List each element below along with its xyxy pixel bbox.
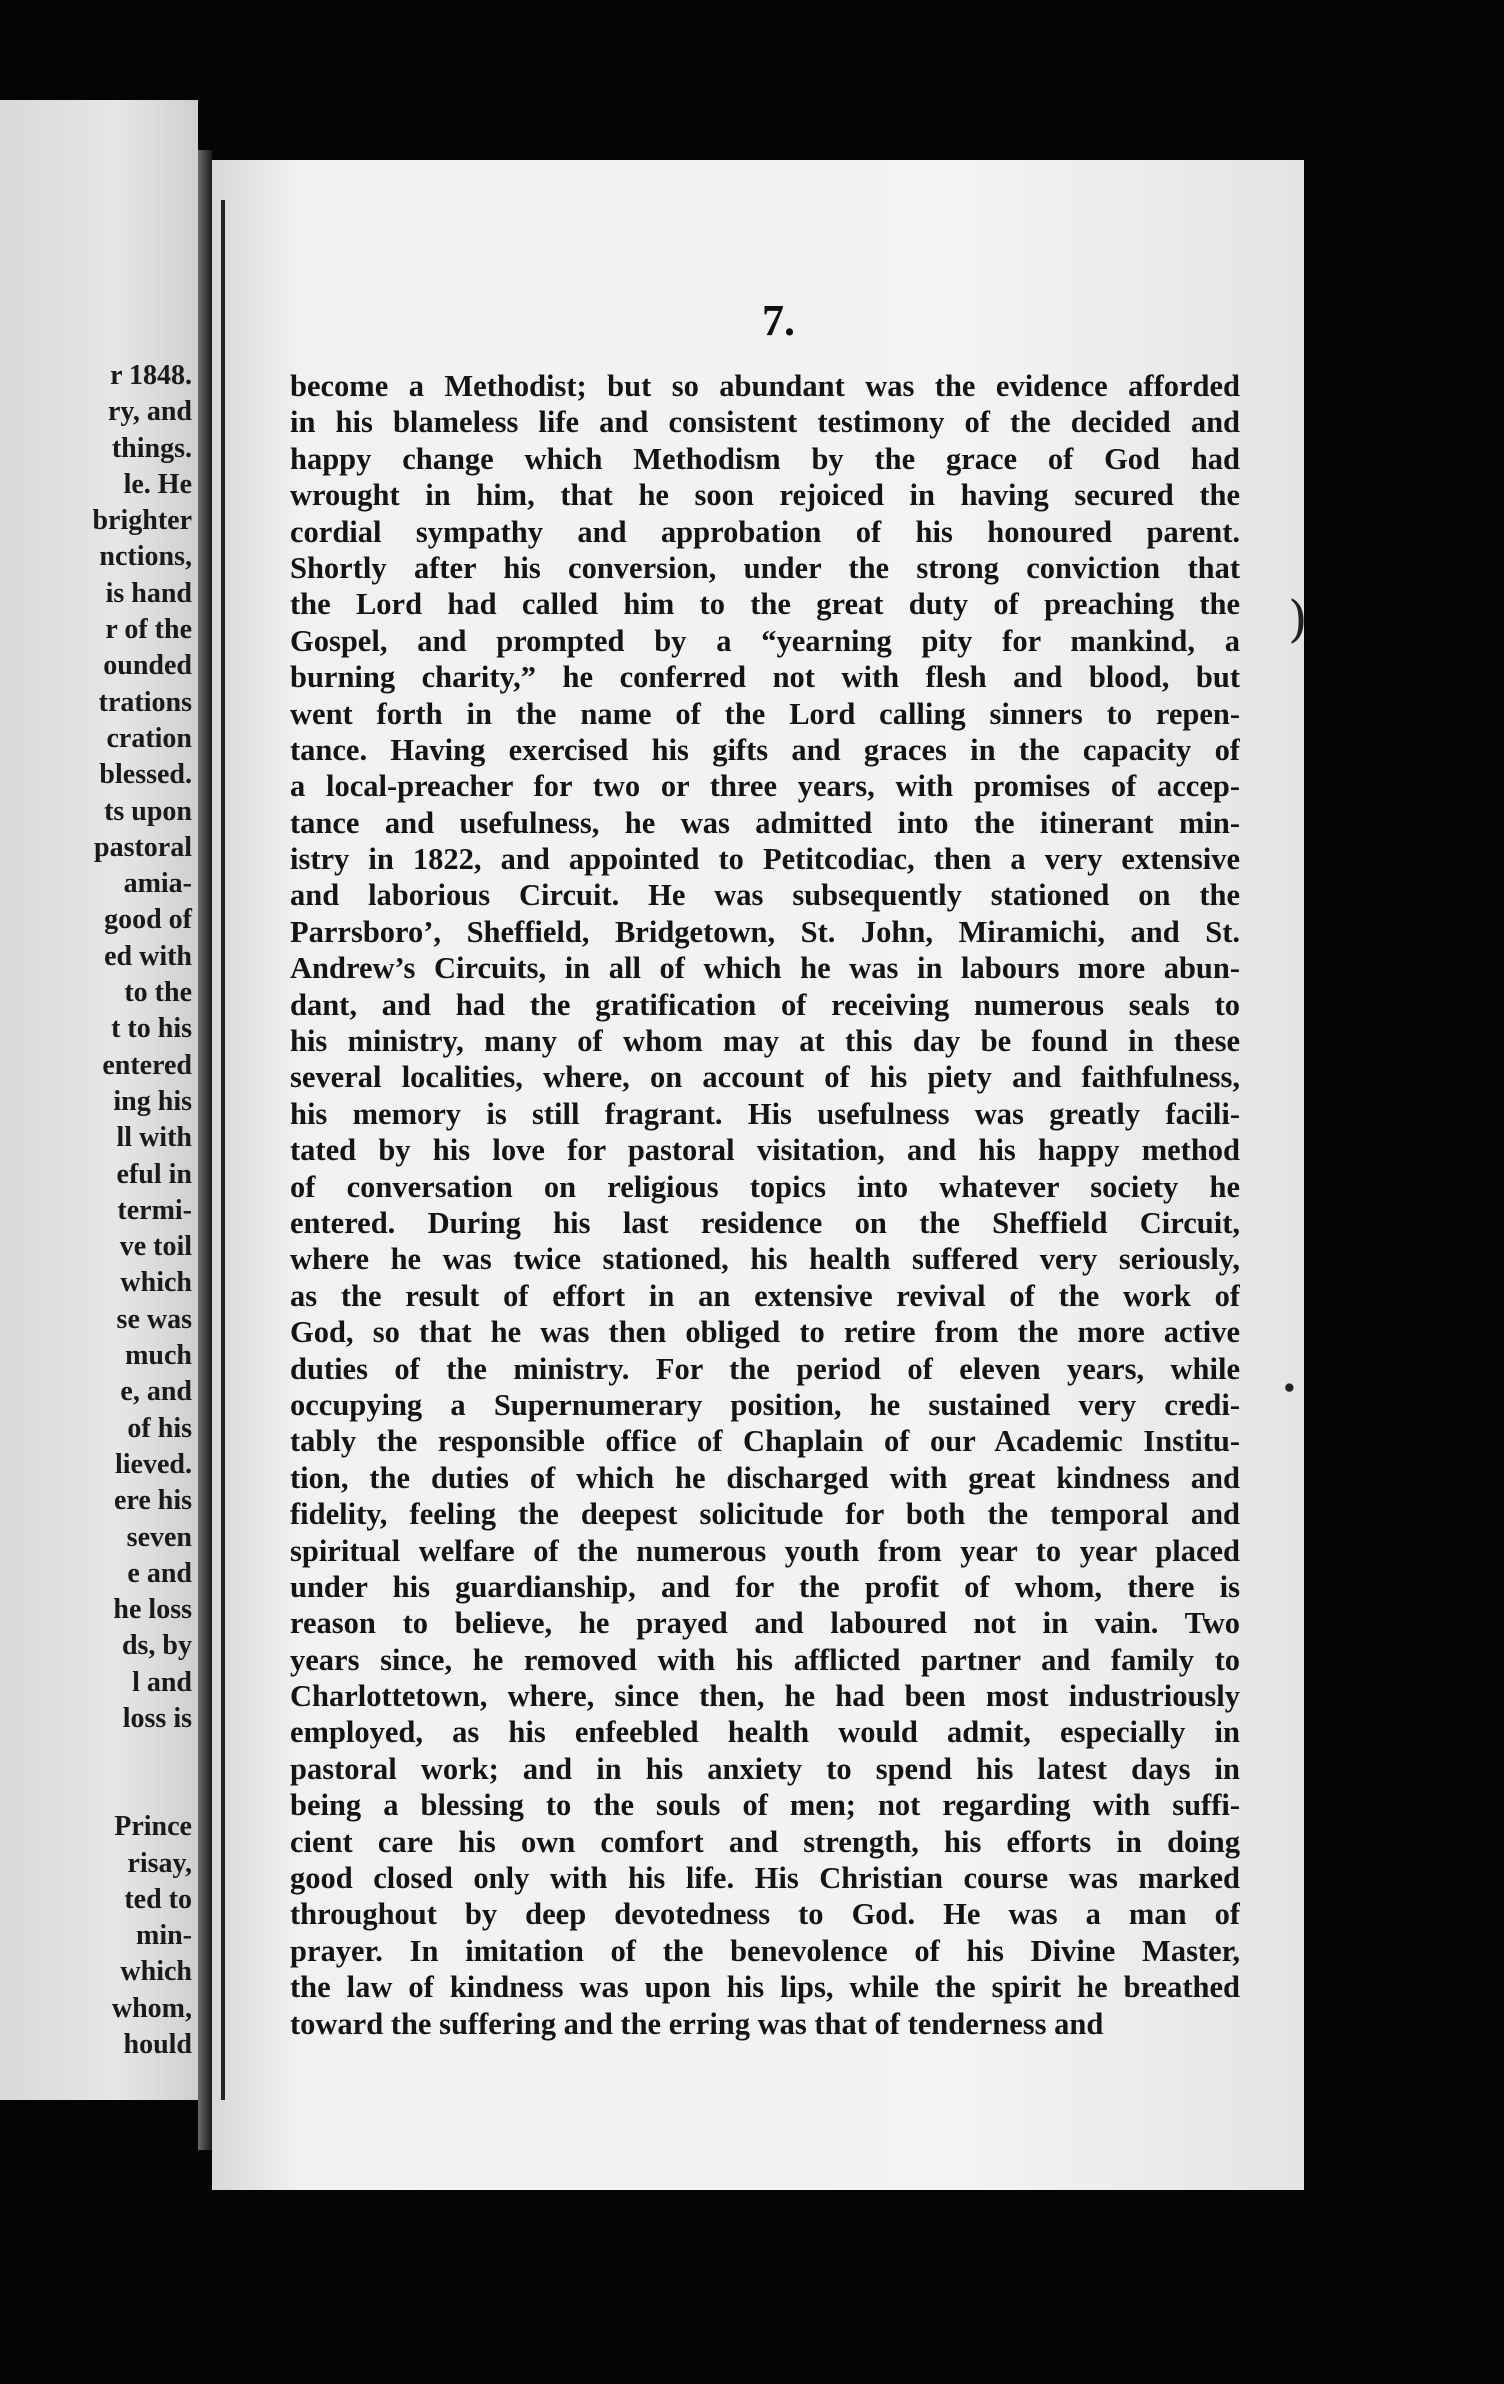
text-line: Parrsboro’, Sheffield, Bridgetown, St. John, Miramichi, and St. bbox=[290, 914, 1240, 949]
left-page-text bbox=[92, 358, 192, 2063]
left-page-line: ere his bbox=[113, 1485, 192, 1517]
left-page-line: t to his bbox=[111, 1013, 192, 1045]
page-margin-rule bbox=[221, 200, 225, 2100]
left-page-line: hould bbox=[123, 2029, 192, 2061]
right-page bbox=[212, 160, 1304, 2190]
text-line: Gospel, and prompted by a “yearning pity for mankind, a bbox=[290, 623, 1240, 658]
text-line: prayer. In imitation of the benevolence of his Divine Master, bbox=[290, 1933, 1240, 1968]
text-line: duties of the ministry. For the period of eleven years, while bbox=[290, 1351, 1240, 1386]
left-page-line: things. bbox=[111, 432, 192, 464]
text-line: occupying a Supernumerary position, he sustained very credi- bbox=[290, 1387, 1240, 1422]
left-page-line: blessed. bbox=[99, 759, 192, 791]
page-number: 7. bbox=[762, 296, 795, 345]
left-page-line: termi- bbox=[117, 1194, 192, 1226]
text-line: cordial sympathy and approbation of his honoured parent. bbox=[290, 514, 1240, 549]
text-line: Charlottetown, where, since then, he had been most industriously bbox=[290, 1679, 1240, 1714]
text-line: his memory is still fragrant. His usefulness was greatly facili- bbox=[290, 1096, 1240, 1131]
text-line: went forth in the name of the Lord calling sinners to repen- bbox=[290, 696, 1240, 731]
text-line: tance. Having exercised his gifts and graces in the capacity of bbox=[290, 732, 1240, 767]
text-line: tance and usefulness, he was admitted into the itinerant min- bbox=[290, 805, 1240, 840]
text-line: entered. During his last residence on the Sheffield Circuit, bbox=[290, 1205, 1240, 1240]
left-page-line: l and bbox=[132, 1666, 192, 1698]
text-line: toward the suffering and the erring was that of tenderness and bbox=[290, 2006, 1104, 2041]
book-gutter bbox=[198, 150, 212, 2150]
left-page-line: ds, by bbox=[121, 1630, 192, 1662]
left-page-line: loss is bbox=[122, 1702, 192, 1734]
text-line: throughout by deep devotedness to God. He was a man of bbox=[290, 1897, 1240, 1932]
left-page-line: ted to bbox=[124, 1883, 192, 1915]
text-line: as the result of effort in an extensive revival of the work of bbox=[290, 1278, 1240, 1313]
text-line: the law of kindness was upon his lips, while the spirit he breathed bbox=[290, 1970, 1240, 2005]
left-page-line: ll with bbox=[116, 1122, 192, 1154]
left-page-line: nctions, bbox=[99, 541, 192, 573]
text-line: reason to believe, he prayed and laboured not in vain. Two bbox=[290, 1606, 1240, 1641]
text-line: in his blameless life and consistent testimony of the decided and bbox=[290, 405, 1240, 440]
text-line: under his guardianship, and for the profit of whom, there is bbox=[290, 1569, 1240, 1604]
left-page-line: seven bbox=[126, 1521, 192, 1553]
left-page-line: ts upon bbox=[104, 795, 192, 827]
left-page-line: e and bbox=[127, 1557, 192, 1589]
text-line: Andrew’s Circuits, in all of which he was in labours more abun- bbox=[290, 951, 1240, 986]
left-page-line: ing his bbox=[113, 1085, 192, 1117]
left-page-line: whom, bbox=[111, 1992, 192, 2024]
text-line: where he was twice stationed, his health suffered very seriously, bbox=[290, 1242, 1240, 1277]
margin-pencil-mark: ∙ bbox=[1282, 1370, 1297, 1405]
text-line: a local-preacher for two or three years, with promises of accep- bbox=[290, 769, 1240, 804]
left-page-line: ed with bbox=[104, 940, 192, 972]
text-line: good closed only with his life. His Christian course was marked bbox=[290, 1861, 1240, 1896]
text-line: tated by his love for pastoral visitation, and his happy method bbox=[290, 1133, 1240, 1168]
text-line: spiritual welfare of the numerous youth from year to year placed bbox=[290, 1533, 1240, 1568]
left-page-line: is hand bbox=[105, 577, 192, 609]
text-line: become a Methodist; but so abundant was the evidence afforded bbox=[290, 369, 1240, 403]
text-line: happy change which Methodism by the grace of God had bbox=[290, 441, 1240, 476]
left-page-line: which bbox=[120, 1267, 192, 1299]
left-page-line: ry, and bbox=[107, 396, 192, 428]
left-page-line: Prince bbox=[114, 1811, 192, 1843]
text-line: of conversation on religious topics into whatever society he bbox=[290, 1169, 1240, 1204]
text-line: dant, and had the gratification of receiving numerous seals to bbox=[290, 987, 1240, 1022]
text-line: being a blessing to the souls of men; not regarding with suffi- bbox=[290, 1788, 1240, 1823]
left-page-line: lieved. bbox=[115, 1448, 192, 1480]
text-line: God, so that he was then obliged to retire from the more active bbox=[290, 1315, 1240, 1350]
text-line: his ministry, many of whom may at this day be found in these bbox=[290, 1024, 1240, 1059]
left-page-line: risay, bbox=[127, 1847, 192, 1879]
text-line: cient care his own comfort and strength, his efforts in doing bbox=[290, 1824, 1240, 1859]
text-line: employed, as his enfeebled health would admit, especially in bbox=[290, 1715, 1240, 1750]
left-page-line: much bbox=[125, 1340, 192, 1372]
text-line: istry in 1822, and appointed to Petitcodiac, then a very extensive bbox=[290, 842, 1240, 877]
left-page-line: of his bbox=[127, 1412, 192, 1444]
left-page-line: e, and bbox=[120, 1376, 192, 1408]
left-page-line: trations bbox=[98, 686, 192, 718]
left-page-line: se was bbox=[116, 1303, 192, 1335]
text-line: wrought in him, that he soon rejoiced in having secured the bbox=[290, 478, 1240, 513]
left-page bbox=[0, 100, 198, 2100]
text-line: and laborious Circuit. He was subsequently stationed on the bbox=[290, 878, 1240, 913]
left-page-line: brighter bbox=[92, 505, 192, 537]
left-page-line: he loss bbox=[113, 1594, 192, 1626]
body-text bbox=[290, 368, 1240, 2042]
left-page-line: ve toil bbox=[119, 1231, 192, 1263]
left-page-line: r of the bbox=[105, 614, 192, 646]
left-page-line bbox=[92, 1737, 192, 1809]
left-page-line: amia- bbox=[123, 868, 192, 900]
left-page-line: r 1848. bbox=[110, 360, 192, 391]
text-line: tably the responsible office of Chaplain of our Academic Institu- bbox=[290, 1424, 1240, 1459]
left-page-line: eful in bbox=[116, 1158, 192, 1190]
text-line: several localities, where, on account of his piety and faithfulness, bbox=[290, 1060, 1240, 1095]
text-line: fidelity, feeling the deepest solicitude for both the temporal and bbox=[290, 1497, 1240, 1532]
left-page-line: min- bbox=[136, 1920, 192, 1952]
left-page-line: le. He bbox=[123, 468, 192, 500]
text-line: Shortly after his conversion, under the strong conviction that bbox=[290, 550, 1240, 585]
text-line: the Lord had called him to the great duty of preaching the bbox=[290, 587, 1240, 622]
left-page-line: pastoral bbox=[94, 831, 192, 863]
left-page-line: cration bbox=[106, 722, 192, 754]
text-line: tion, the duties of which he discharged with great kindness and bbox=[290, 1460, 1240, 1495]
left-page-line: good of bbox=[104, 904, 192, 936]
margin-bracket-mark: ) bbox=[1288, 590, 1308, 648]
text-line: years since, he removed with his afflicted partner and family to bbox=[290, 1642, 1240, 1677]
left-page-line: entered bbox=[102, 1049, 192, 1081]
text-line: pastoral work; and in his anxiety to spend his latest days in bbox=[290, 1751, 1240, 1786]
left-page-line: to the bbox=[124, 977, 192, 1009]
left-page-line: which bbox=[120, 1956, 192, 1988]
left-page-line: ounded bbox=[103, 650, 192, 682]
text-line: burning charity,” he conferred not with flesh and blood, but bbox=[290, 660, 1240, 695]
